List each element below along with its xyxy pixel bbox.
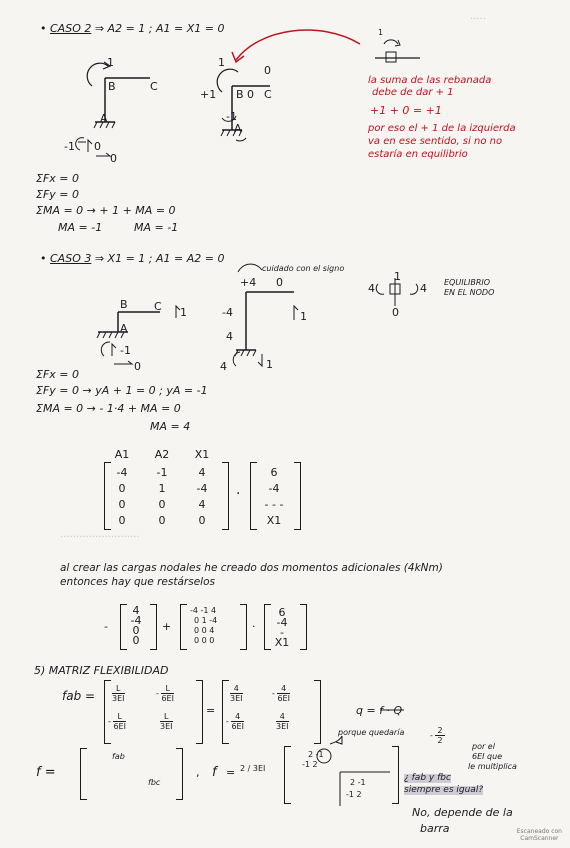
matrix-cell: 0 bbox=[158, 514, 166, 527]
f-bracket-right bbox=[176, 748, 183, 800]
f-bc: fbc bbox=[148, 778, 161, 787]
vector-bracket-right bbox=[294, 462, 301, 530]
vector-cell: X1 bbox=[266, 514, 282, 527]
matrix-header: A1 bbox=[114, 448, 130, 461]
multiplica-note: le multiplica bbox=[468, 762, 517, 771]
vec-cell: - bbox=[280, 626, 284, 639]
caso2-reaction-moment: -1 bbox=[64, 140, 75, 153]
bleed-through-text: ························· bbox=[60, 532, 140, 543]
vector-cell: 6 bbox=[270, 466, 278, 479]
fab-eq: fab = bbox=[62, 689, 96, 703]
caso3-node-a: A bbox=[120, 322, 128, 335]
matrix-cell: 0 bbox=[118, 482, 126, 495]
equals-sign: = bbox=[206, 704, 216, 717]
caso3-title: CASO 3 bbox=[50, 252, 92, 265]
caso3-sum-ma: ΣMA = 0 → - 1·4 + MA = 0 bbox=[36, 402, 181, 415]
mat-row: 0 0 0 bbox=[194, 636, 215, 645]
matrix-cell: 4 bbox=[198, 466, 206, 479]
camscanner-logo bbox=[517, 828, 562, 842]
vec-cell: -4 bbox=[276, 616, 288, 629]
caso2-sum-fy: ΣFy = 0 bbox=[36, 188, 79, 201]
frac-note: - $\frac{2}{2}$ bbox=[430, 726, 443, 745]
vec-cell: 0 bbox=[132, 634, 140, 647]
matrix-cell: -4 bbox=[196, 482, 208, 495]
vec-cell: 4 bbox=[132, 604, 140, 617]
caso2-ma-result-1: MA = -1 bbox=[58, 221, 103, 234]
scanner-line1: Escaneado con bbox=[516, 828, 562, 835]
vec-cell: -4 bbox=[130, 614, 142, 627]
por-el-note: por el bbox=[472, 742, 495, 751]
fab-num-bracket-right bbox=[314, 680, 321, 744]
caso2-node-a: A bbox=[100, 112, 108, 125]
eq-node-right: 4 bbox=[420, 282, 427, 295]
mat-row: -4 -1 4 bbox=[190, 606, 217, 615]
note-line2: debe de dar + 1 bbox=[372, 87, 454, 98]
note-crear-cargas: al crear las cargas nodales he creado dos momentos adicionales (4kNm) bbox=[60, 562, 443, 574]
caso2-reaction-x: 0 bbox=[110, 152, 117, 165]
fab-num-cell: $\frac{4}{3EI}$ bbox=[230, 684, 243, 703]
matrix-cell: -1 bbox=[156, 466, 168, 479]
dot-sign: · bbox=[252, 620, 256, 633]
caso3-cuidado-note: cuidado con el signo bbox=[262, 264, 345, 273]
matrix-cell: 0 bbox=[198, 514, 206, 527]
caso3-reaction-minus1: -1 bbox=[120, 344, 131, 357]
caso2-sum-fx: ΣFx = 0 bbox=[36, 172, 79, 185]
caso3-node-c: C bbox=[154, 300, 162, 313]
f-eq: f = bbox=[36, 765, 56, 780]
note-restarselos: entonces hay que restárselos bbox=[60, 576, 215, 588]
vec-cell: X1 bbox=[274, 636, 290, 649]
caso3-load-one: 1 bbox=[180, 306, 187, 319]
scanner-line2: CamScanner bbox=[520, 835, 559, 842]
fab-cell: - $\frac{L}{6EI}$ bbox=[156, 684, 174, 703]
caso2-sum-ma: ΣMA = 0 → + 1 + MA = 0 bbox=[36, 204, 176, 217]
caso3-reaction-zero: 0 bbox=[134, 360, 141, 373]
caso3-sum-fx: ΣFx = 0 bbox=[36, 368, 79, 381]
f-bracket-left bbox=[80, 748, 87, 800]
caso3-r-zero: 0 bbox=[276, 276, 283, 289]
caso2-r-minus1: -1 bbox=[226, 110, 237, 123]
equals-2: = bbox=[226, 766, 236, 779]
eq-node-bottom: 0 bbox=[392, 306, 399, 319]
matrix-header: X1 bbox=[194, 448, 210, 461]
node-label-top: 1 bbox=[378, 28, 384, 37]
question-line2: siempre es igual? bbox=[404, 785, 484, 795]
caso2-r-a: A bbox=[234, 122, 242, 135]
f-mat-cell: -1 2 bbox=[302, 760, 318, 769]
fab-cell: $\frac{L}{3EI}$ bbox=[112, 684, 125, 703]
caso2-node-b: B bbox=[108, 80, 116, 93]
comma: , bbox=[196, 766, 200, 779]
bracket bbox=[150, 604, 157, 650]
question-line1: ¿ fab y fbc bbox=[404, 773, 451, 783]
eq-node-left: 4 bbox=[368, 282, 375, 295]
fab-cell: - $\frac{L}{6EI}$ bbox=[108, 712, 126, 731]
caso2-r-c: C bbox=[264, 88, 272, 101]
note-line5: estaría en equilibrio bbox=[368, 149, 468, 160]
fab-num-cell: - $\frac{4}{6EI}$ bbox=[272, 684, 290, 703]
bracket bbox=[180, 604, 187, 650]
equilibrio-label-1: EQUILIBRIO bbox=[444, 278, 491, 287]
matrix-cell: -4 bbox=[116, 466, 128, 479]
caso2-title: CASO 2 bbox=[50, 22, 92, 35]
caso3-r-four: 4 bbox=[226, 330, 233, 343]
caso2-r-plus1: +1 bbox=[200, 88, 217, 101]
vec-cell: 6 bbox=[278, 606, 286, 619]
q-equation: q = f · Q bbox=[356, 704, 403, 717]
bracket bbox=[300, 604, 307, 650]
answer-line1: No, depende de la bbox=[412, 806, 513, 819]
equilibrio-label-2: EN EL NODO bbox=[444, 288, 495, 297]
matrix-bracket-right bbox=[222, 462, 229, 530]
caso3-r-one: 1 bbox=[300, 310, 307, 323]
caso2-reaction-y: 0 bbox=[94, 140, 101, 153]
caso3-sum-fy: ΣFy = 0 → yA + 1 = 0 ; yA = -1 bbox=[36, 384, 208, 397]
vec-cell: 0 bbox=[132, 624, 140, 637]
minus-sign: - bbox=[104, 620, 108, 633]
ei-que-note: 6EI que bbox=[472, 752, 503, 761]
note-line1: la suma de las rebanada bbox=[368, 75, 492, 86]
f-mat-cell: -1 2 bbox=[346, 790, 362, 799]
note-line3: por eso el + 1 de la izquierda bbox=[368, 123, 516, 134]
fab-num-cell: - $\frac{4}{6EI}$ bbox=[226, 712, 244, 731]
matrix-dot: · bbox=[236, 486, 241, 502]
caso3-ma-result: MA = 4 bbox=[150, 420, 191, 433]
flex-title: 5) MATRIZ FLEXIBILIDAD bbox=[34, 664, 169, 677]
caso3-heading: • CASO 3 ⇒ X1 = 1 ; A1 = A2 = 0 bbox=[40, 252, 225, 265]
f-label-2: f bbox=[212, 765, 217, 780]
note-equation: +1 + 0 = +1 bbox=[370, 104, 442, 117]
fab-num-cell: $\frac{4}{3EI}$ bbox=[276, 712, 289, 731]
plus-sign: + bbox=[162, 620, 172, 633]
caso2-ma-result-2: MA = -1 bbox=[134, 221, 179, 234]
f-mat-bracket-right bbox=[392, 746, 399, 804]
f-label: f bbox=[36, 765, 41, 780]
caso2-r-zero: 0 bbox=[264, 64, 271, 77]
f-mat-bracket-left bbox=[284, 746, 291, 804]
bracket bbox=[240, 604, 247, 650]
f-ab: fab bbox=[112, 752, 125, 761]
caso2-moment-label: 1 bbox=[107, 56, 114, 69]
caso3-r-plus4: +4 bbox=[240, 276, 257, 289]
fab-cell: $\frac{L}{3EI}$ bbox=[160, 712, 173, 731]
caso3-r-one-b: 1 bbox=[266, 358, 273, 371]
porque-note: porque quedaría bbox=[338, 728, 405, 737]
caso2-r-b0: B 0 bbox=[236, 88, 255, 101]
vector-cell: -4 bbox=[268, 482, 280, 495]
caso2-r-top: 1 bbox=[218, 56, 225, 69]
mat-row: 0 0 4 bbox=[194, 626, 215, 635]
matrix-cell: 0 bbox=[158, 498, 166, 511]
matrix-cell: 0 bbox=[118, 514, 126, 527]
note-line4: va en ese sentido, si no no bbox=[368, 136, 503, 147]
mat-row: 0 1 -4 bbox=[194, 616, 218, 625]
matrix-cell: 0 bbox=[118, 498, 126, 511]
vector-cell: - - - bbox=[264, 498, 284, 511]
f-mat-cell: 2 -1 bbox=[308, 750, 324, 759]
f-mat-cell: 2 -1 bbox=[350, 778, 366, 787]
bleed-through-text: ····· bbox=[470, 14, 486, 25]
matrix-cell: 1 bbox=[158, 482, 166, 495]
caso2-condition: ⇒ A2 = 1 ; A1 = X1 = 0 bbox=[94, 22, 225, 35]
caso3-r-four-b: 4 bbox=[220, 360, 227, 373]
matrix-header: A2 bbox=[154, 448, 170, 461]
caso2-heading: • CASO 2 ⇒ A2 = 1 ; A1 = X1 = 0 bbox=[40, 22, 225, 35]
caso2-node-c: C bbox=[150, 80, 158, 93]
caso3-condition: ⇒ X1 = 1 ; A1 = A2 = 0 bbox=[94, 252, 225, 265]
fab-bracket-right bbox=[196, 680, 203, 744]
eq-node-top: 1 bbox=[394, 270, 401, 283]
caso3-node-b: B bbox=[120, 298, 128, 311]
caso3-r-minus4: -4 bbox=[222, 306, 233, 319]
vector-bracket-left bbox=[250, 462, 257, 530]
answer-line2: barra bbox=[420, 822, 450, 835]
fab-label: fab bbox=[62, 689, 82, 703]
matrix-cell: 4 bbox=[198, 498, 206, 511]
f-coefficient: 2 / 3EI bbox=[240, 764, 266, 773]
